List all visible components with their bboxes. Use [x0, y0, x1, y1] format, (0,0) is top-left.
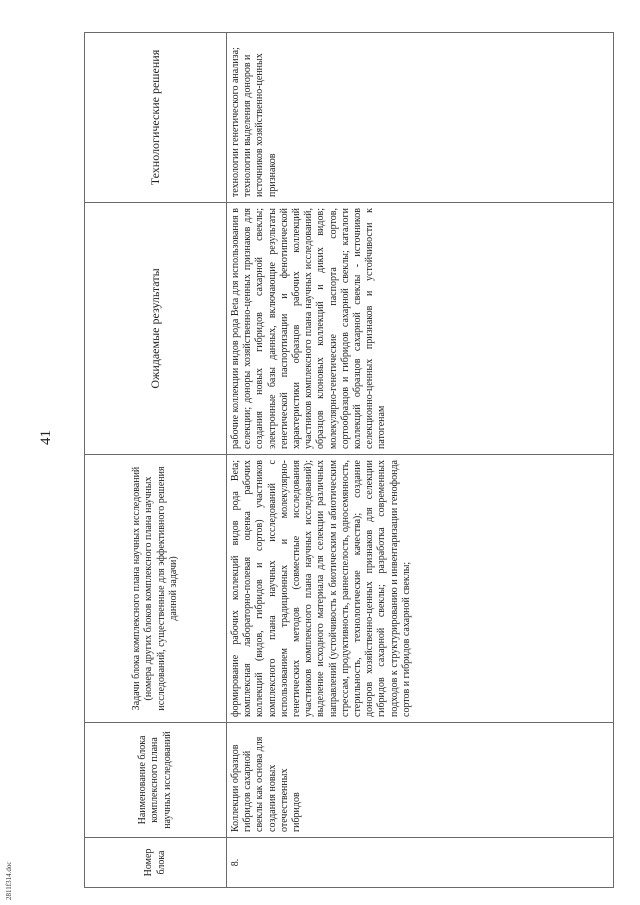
- cell-block-number: 8.: [227, 838, 614, 888]
- header-block-name: Наименование блока комплексного плана научных исследований: [85, 723, 227, 838]
- table-row: [227, 33, 614, 888]
- cell-expected-results: рабочие коллекции видов рода Beta для использования в селекции; доноры хозяйственно-ценных признаков для создания новых гибридов сахарной свеклы; электронные базы данных, включающие результаты генетической паспортизации и фенотипической характеристики образцов рабочих коллекций участников комплексного плана научных исследований, образцов клоновых коллекций и диких видов; молекулярно-генетические паспорта сортов, сортообразцов и гибридов сахарной свеклы; каталоги коллекций образцов сахарной свеклы - источников селекционно-ценных признаков и устойчивости к патогенам: [227, 203, 614, 455]
- page-number: 41: [38, 430, 54, 445]
- header-block-number: Номер блока: [85, 838, 227, 888]
- rotated-table-container: [84, 33, 614, 888]
- header-block-tasks: Задачи блока комплексного плана научных исследований (номера других блоков комплексного плана научных исследований, существенные для эффективного решения данной задачи): [85, 455, 227, 723]
- document-code: 2811f314.doc: [5, 861, 13, 900]
- table-header-row: [85, 33, 227, 888]
- research-plan-table: [84, 32, 614, 888]
- cell-block-tasks: формирование рабочих коллекций видов рода Beta; комплексная лабораторно-полевая оценка рабочих коллекций (видов, гибридов и сортов) участников комплексного плана научных исследований с использованием традиционных и молекулярно-генетических методов (совместные исследования участников комплексного плана научных исследований); выделение исходного материала для селекции различных направлений (устойчивость к биотическим и абиотическим стрессам, продуктивность, раннеспелость, односемянность, стерильность, технологические качества); создание доноров хозяйственно-ценных признаков для селекции гибридов сахарной свеклы; разработка современных подходов к структурированию и инвентаризации генофонда сортов и гибридов сахарной свеклы;: [227, 455, 614, 723]
- header-technological-solutions: Технологические решения: [85, 33, 227, 203]
- header-expected-results: Ожидаемые результаты: [85, 203, 227, 455]
- cell-block-name: Коллекции образцов гибридов сахарной свеклы как основа для создания новых отечественных гибридов: [227, 723, 614, 838]
- cell-technological-solutions: технологии генетического анализа; технологии выделения доноров и источников хозяйственно-ценных признаков: [227, 33, 614, 203]
